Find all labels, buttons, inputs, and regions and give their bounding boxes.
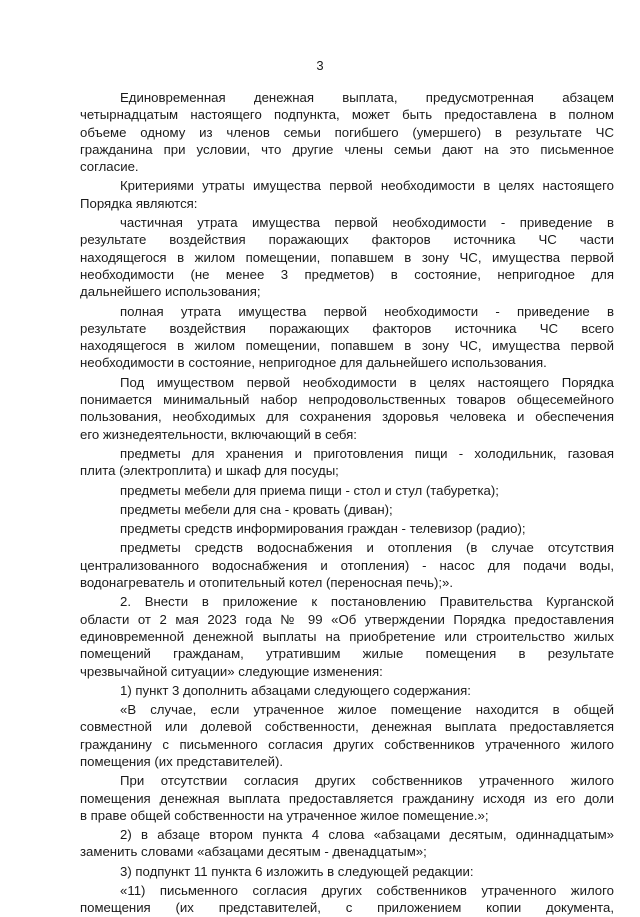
paragraph — [80, 863, 614, 880]
paragraph — [80, 826, 614, 861]
text-line: 1) пункт 3 дополнить абзацами следующего содержания: — [120, 682, 471, 698]
text-line: гражданину с письменного согласия других собственников утраченного жилого — [80, 736, 614, 752]
text-line: чрезвычайной ситуации» следующие изменения: — [80, 663, 383, 679]
paragraph — [80, 882, 614, 917]
text-line: 2. Внести в приложение к постановлению Правительства Курганской — [120, 594, 614, 610]
paragraph — [80, 374, 614, 443]
text-line: гражданина при условии, что другие члены семьи дают на это письменное — [80, 141, 614, 157]
text-line: пользования, необходимых для сохранения здоровья человека и обеспечения — [80, 409, 614, 425]
text-line: Критериями утраты имущества первой необходимости в целях настоящего — [120, 178, 614, 194]
text-line: водонагреватель и отопительный котел (переносная печь);». — [80, 575, 454, 591]
paragraph — [80, 501, 614, 518]
text-line: предметы мебели для сна - кровать (диван); — [120, 501, 393, 517]
text-line: Порядка являются: — [80, 195, 198, 211]
paragraph — [80, 89, 614, 175]
paragraph — [80, 539, 614, 591]
paragraph — [80, 214, 614, 300]
text-line: находящегося в жилом помещении, попавшем в зону ЧС, имущества первой — [80, 338, 614, 354]
document-body — [80, 89, 614, 917]
text-line: плита (электроплита) и шкаф для посуды; — [80, 463, 339, 479]
text-line: «11) письменного согласия других собственников утраченного жилого — [120, 883, 614, 899]
text-line: результате воздействия поражающих факторов источника ЧС части — [80, 232, 614, 248]
text-line: дальнейшего использования; — [80, 284, 261, 300]
text-line: находящегося в жилом помещении, попавшем в зону ЧС, имущества первой — [80, 249, 614, 265]
text-line: необходимости (не менее 3 предметов) в состояние, непригодное для — [80, 266, 614, 282]
text-line: централизованного водоснабжения и отопления) - насос для подачи воды, — [80, 557, 614, 573]
text-line: «В случае, если утраченное жилое помещение находится в общей — [120, 702, 614, 718]
text-line: 2) в абзаце втором пункта 4 слова «абзацами десятым, одиннадцатым» — [120, 827, 614, 843]
page-number: 3 — [316, 58, 324, 73]
paragraph — [80, 303, 614, 372]
paragraph — [80, 701, 614, 770]
text-line: При отсутствии согласия других собственников утраченного жилого — [120, 773, 614, 789]
text-line: необходимости в состояние, непригодное для дальнейшего использования. — [80, 355, 547, 371]
text-line: согласие. — [80, 159, 139, 175]
text-line: предметы средств водоснабжения и отопления (в случае отсутствия — [120, 540, 614, 556]
text-line: предметы для хранения и приготовления пищи - холодильник, газовая — [120, 445, 614, 461]
paragraph — [80, 445, 614, 480]
text-line: объеме одному из членов семьи погибшего (умершего) в результате ЧС — [80, 124, 614, 140]
text-line: совместной или долевой собственности, денежная выплата предоставляется — [80, 719, 614, 735]
text-line: помещения (их представителей, с приложением копии документа, — [80, 900, 614, 916]
text-line: Единовременная денежная выплата, предусмотренная абзацем — [120, 90, 614, 105]
paragraph — [80, 593, 614, 679]
text-line: предметы мебели для приема пищи - стол и стул (табуретка); — [120, 482, 499, 498]
paragraph — [80, 682, 614, 699]
text-line: Под имуществом первой необходимости в целях настоящего Порядка — [120, 374, 614, 390]
text-line: помещения денежная выплата предоставляется гражданину исходя из его доли — [80, 790, 614, 806]
paragraph — [80, 482, 614, 499]
text-line: предметы средств информирования граждан - телевизор (радио); — [120, 521, 526, 537]
text-line: помещения (их представителей). — [80, 753, 284, 769]
text-line: полная утрата имущества первой необходимости - приведение в — [120, 303, 614, 319]
text-line: его жизнедеятельности, включающий в себя: — [80, 426, 357, 442]
text-line: помещений гражданам, утратившим жилые помещения в результате — [80, 646, 614, 662]
text-line: понимается минимальный набор непродовольственных товаров общесемейного — [80, 392, 614, 408]
text-line: результате воздействия поражающих факторов источника ЧС всего — [80, 320, 614, 336]
text-line: в праве общей собственности на утраченное жилое помещение.»; — [80, 807, 489, 823]
paragraph — [80, 520, 614, 537]
text-line: единовременной денежной выплаты на приобретение или строительство жилых — [80, 628, 614, 644]
text-line: области от 2 мая 2023 года № 99 «Об утверждении Порядка предоставления — [80, 611, 614, 627]
text-line: заменить словами «абзацами десятым - двенадцатым»; — [80, 844, 427, 860]
text-line: 3) подпункт 11 пункта 6 изложить в следующей редакции: — [120, 863, 474, 879]
paragraph — [80, 177, 614, 212]
paragraph — [80, 772, 614, 824]
text-line: частичная утрата имущества первой необходимости - приведение в — [120, 215, 614, 231]
text-line: четырнадцатым настоящего подпункта, может быть предоставлена в полном — [80, 107, 614, 123]
